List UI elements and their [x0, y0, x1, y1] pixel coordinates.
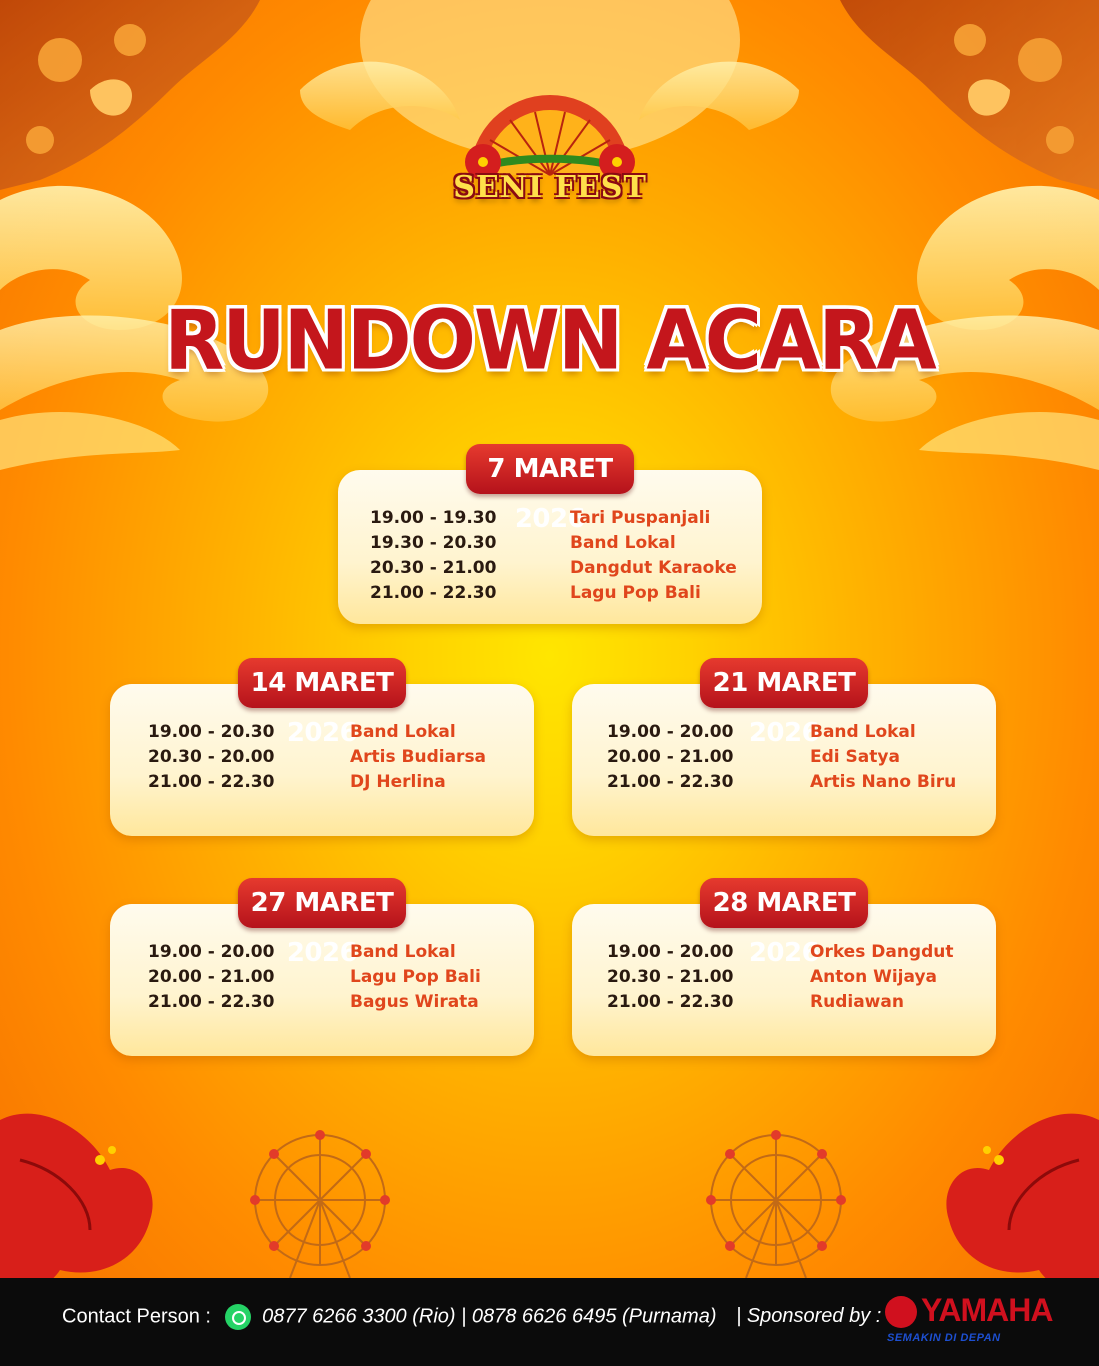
time-slot: 21.00 - 22.30 — [607, 772, 734, 792]
right-hibiscus-flower — [946, 1114, 1099, 1290]
activity-name: Bagus Wirata — [350, 992, 479, 1012]
fan-flower-logo-icon — [445, 70, 655, 230]
time-slot: 19.00 - 20.00 — [148, 942, 275, 962]
schedule-row — [572, 967, 996, 992]
schedule-row — [338, 533, 762, 558]
date-badge: 21 MARET 2026 — [700, 658, 868, 708]
date-badge: 14 MARET 2026 — [238, 658, 406, 708]
page-title: RUNDOWN ACARA — [164, 293, 935, 389]
date-badge: 27 MARET 2026 — [238, 878, 406, 928]
date-badge: 28 MARET 2026 — [700, 878, 868, 928]
left-ornament — [0, 0, 260, 190]
sponsor-name: YAMAHA — [921, 1292, 1053, 1328]
whatsapp-icon — [225, 1304, 251, 1330]
time-slot: 21.00 - 22.30 — [148, 992, 275, 1012]
schedule-card-14-maret — [110, 668, 534, 836]
schedule-card-27-maret — [110, 888, 534, 1056]
activity-name: Anton Wijaya — [810, 967, 937, 987]
contact-phones[interactable]: 0877 6266 3300 (Rio) | 0878 6626 6495 (Purnama) — [262, 1305, 717, 1328]
time-slot: 19.00 - 19.30 — [370, 508, 497, 528]
activity-name: Artis Nano Biru — [810, 772, 957, 792]
activity-name: Dangdut Karaoke — [570, 558, 737, 578]
yamaha-logo — [885, 1292, 1053, 1352]
date-badge: 7 MARET 2026 — [466, 444, 634, 494]
time-slot: 19.00 - 20.30 — [148, 722, 275, 742]
schedule-card-7-maret — [338, 454, 762, 624]
schedule-row — [110, 967, 534, 992]
activity-name: Band Lokal — [350, 942, 456, 962]
activity-name: Rudiawan — [810, 992, 904, 1012]
time-slot: 20.00 - 21.00 — [148, 967, 275, 987]
logo-text: SENI FEST — [453, 170, 647, 205]
activity-name: Artis Budiarsa — [350, 747, 487, 767]
footer-bar — [0, 1278, 1099, 1366]
schedule-row — [338, 508, 762, 533]
schedule-card-21-maret — [572, 668, 996, 836]
contact-line — [62, 1304, 881, 1330]
time-slot: 19.00 - 20.00 — [607, 722, 734, 742]
activity-name: Lagu Pop Bali — [570, 583, 701, 603]
seni-fest-logo — [445, 70, 655, 230]
time-slot: 21.00 - 22.30 — [148, 772, 275, 792]
time-slot: 20.30 - 20.00 — [148, 747, 275, 767]
schedule-row — [110, 992, 534, 1017]
time-slot: 20.00 - 21.00 — [607, 747, 734, 767]
sponsor-tagline: SEMAKIN DI DEPAN — [887, 1332, 1001, 1344]
yamaha-tuning-fork-icon — [885, 1296, 917, 1328]
activity-name: Band Lokal — [810, 722, 916, 742]
activity-name: Band Lokal — [350, 722, 456, 742]
activity-name: Lagu Pop Bali — [350, 967, 481, 987]
time-slot: 21.00 - 22.30 — [370, 583, 497, 603]
activity-name: DJ Herlina — [350, 772, 446, 792]
schedule-row — [572, 722, 996, 747]
activity-name: Band Lokal — [570, 533, 676, 553]
time-slot: 20.30 - 21.00 — [370, 558, 497, 578]
schedule-row — [110, 722, 534, 747]
activity-name: Tari Puspanjali — [570, 508, 711, 528]
time-slot: 20.30 - 21.00 — [607, 967, 734, 987]
activity-name: Orkes Dangdut — [810, 942, 954, 962]
contact-label: Contact Person : — [62, 1305, 211, 1328]
activity-name: Edi Satya — [810, 747, 900, 767]
schedule-row — [110, 772, 534, 797]
time-slot: 19.00 - 20.00 — [607, 942, 734, 962]
schedule-row — [338, 583, 762, 608]
time-slot: 19.30 - 20.30 — [370, 533, 497, 553]
schedule-row — [572, 747, 996, 772]
schedule-card-28-maret — [572, 888, 996, 1056]
right-ornament — [840, 0, 1099, 190]
schedule-row — [572, 772, 996, 797]
sponsor-label: | Sponsored by : — [736, 1305, 882, 1328]
time-slot: 21.00 - 22.30 — [607, 992, 734, 1012]
schedule-row — [338, 558, 762, 583]
schedule-row — [110, 942, 534, 967]
schedule-row — [572, 992, 996, 1017]
schedule-row — [572, 942, 996, 967]
schedule-row — [110, 747, 534, 772]
left-hibiscus-flower — [0, 1114, 153, 1290]
